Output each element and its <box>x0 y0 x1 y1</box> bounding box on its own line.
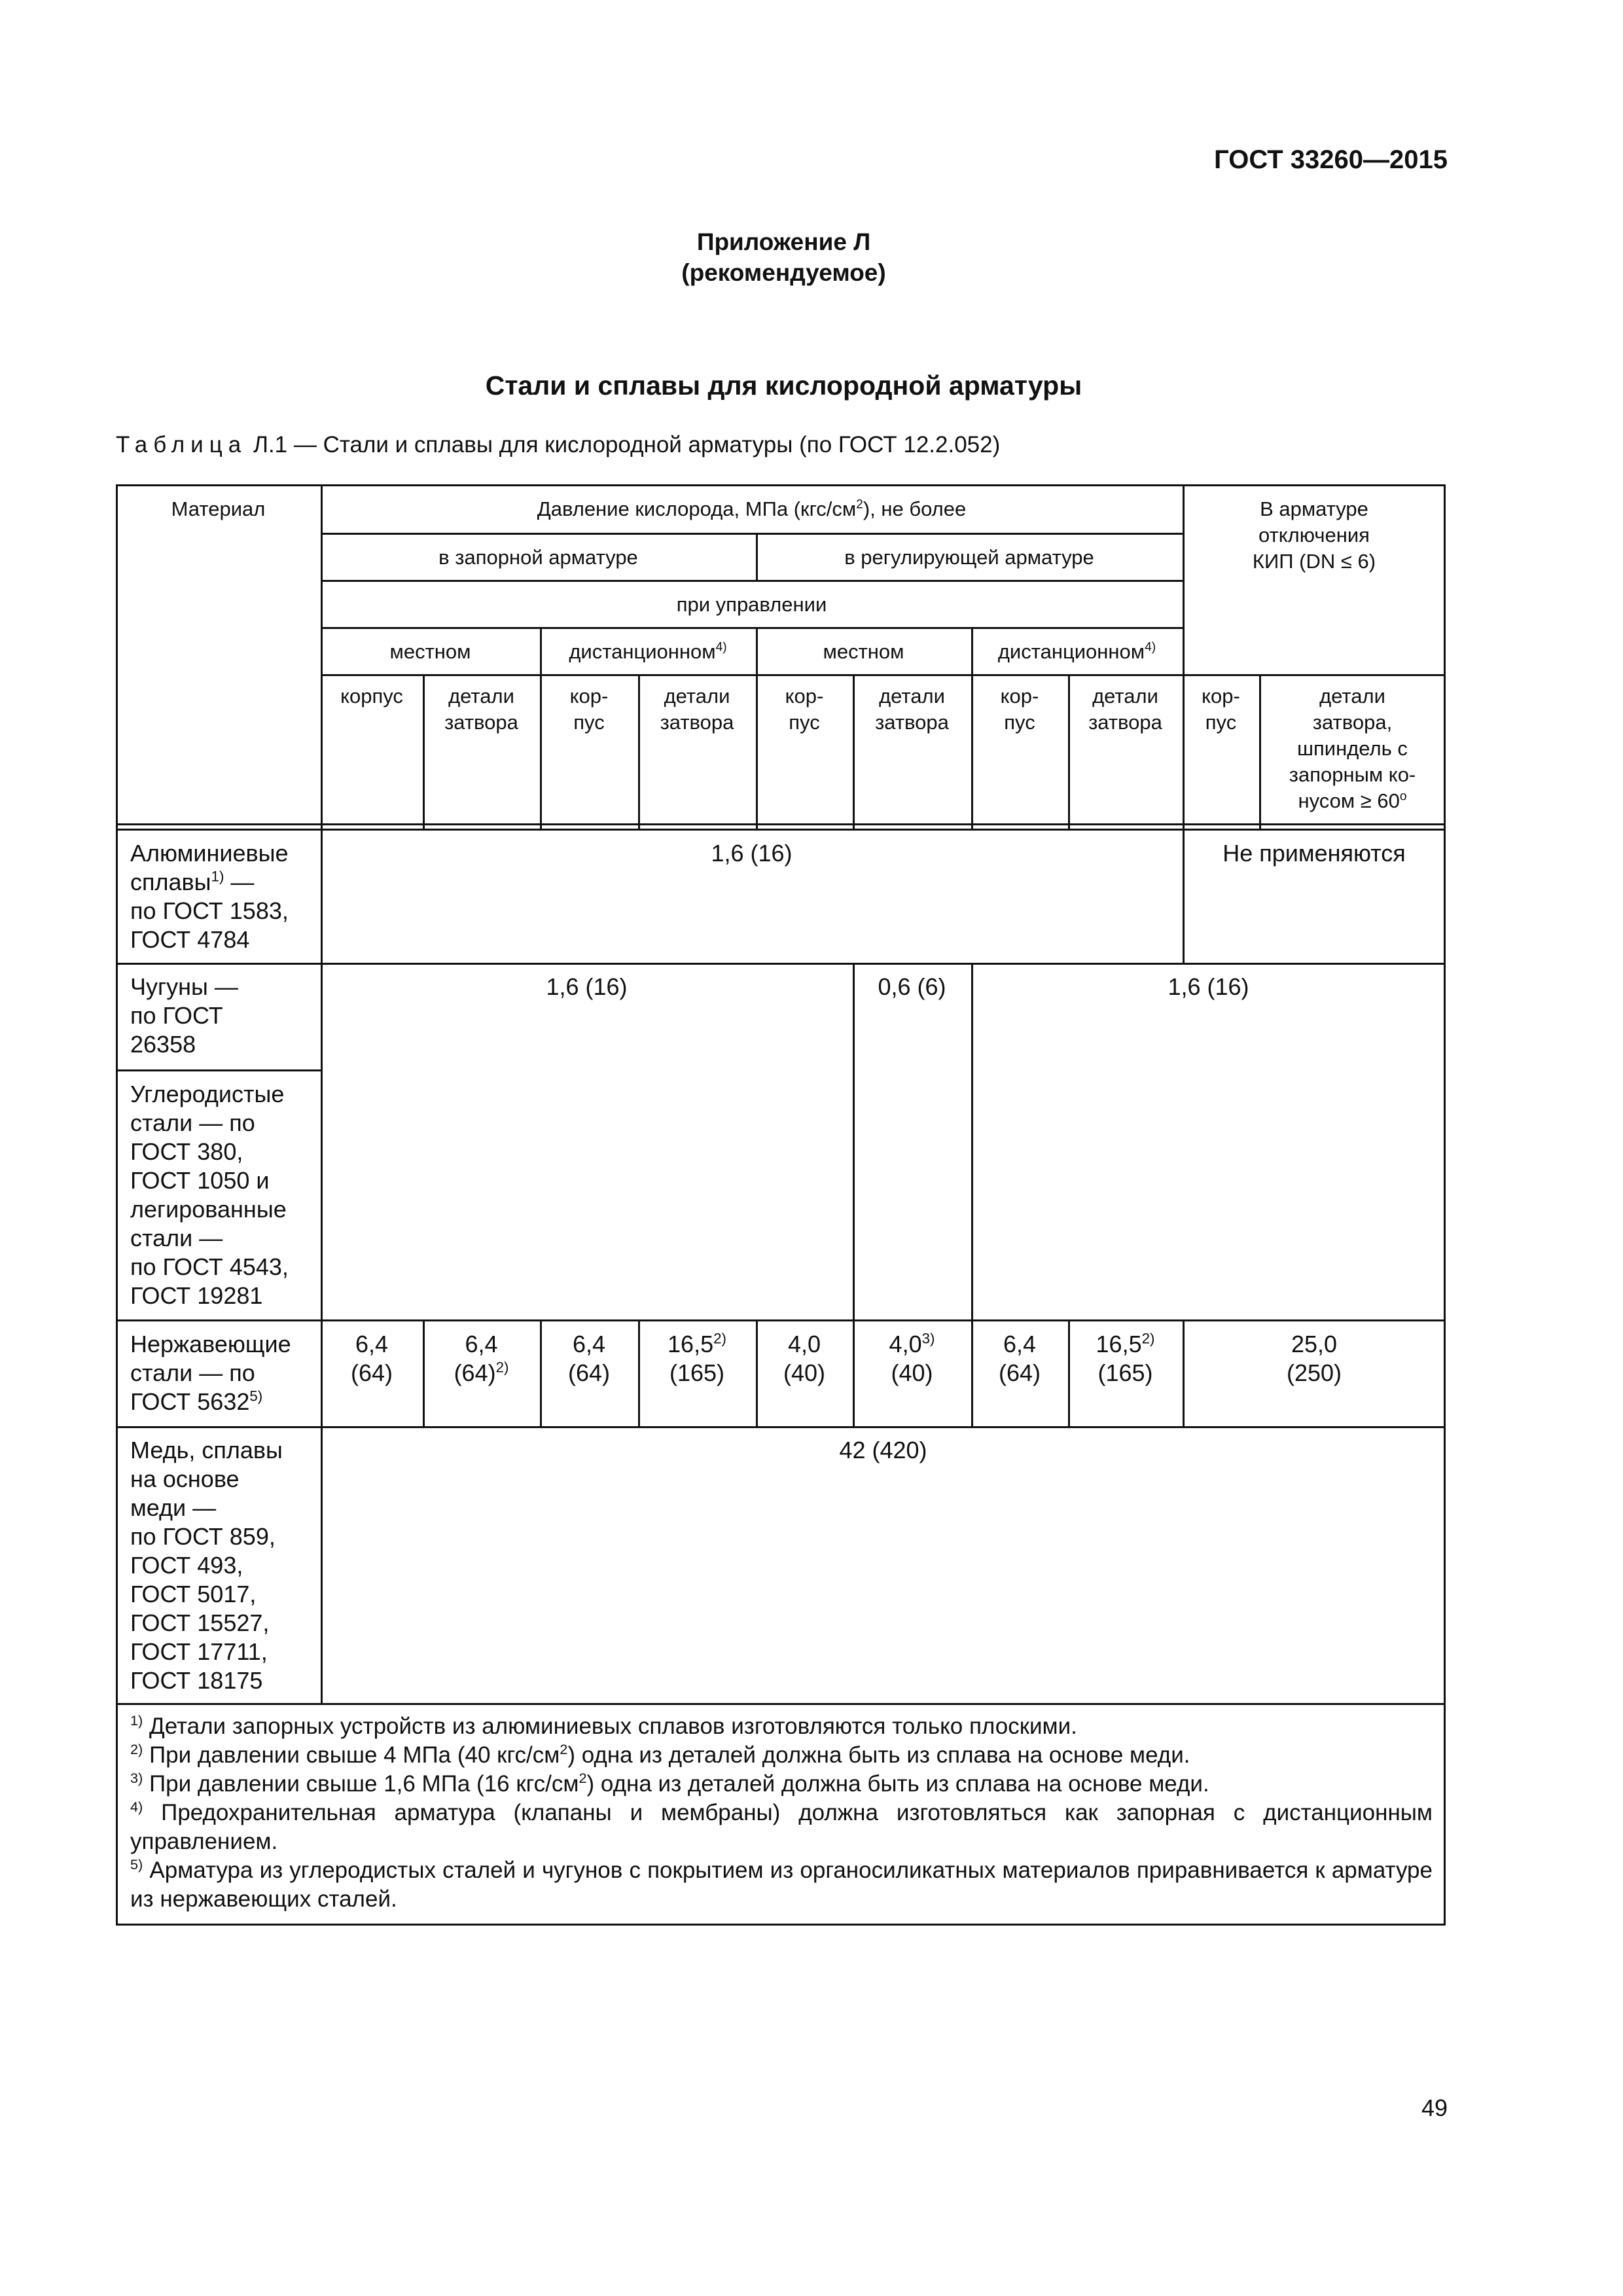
header-kip-gate-parts <box>1259 683 1446 814</box>
footnote-sup: 2 <box>579 1769 587 1786</box>
header-kip-parts-text: нусом ≥ 60 <box>1298 789 1400 812</box>
value-line: 4,0 <box>787 1331 821 1357</box>
table-border-bottom <box>116 1924 1446 1926</box>
material-text: сплавы <box>130 869 211 895</box>
value-line: (40) <box>891 1359 933 1386</box>
grid-line <box>321 533 1183 535</box>
value-text: (64) <box>454 1359 496 1386</box>
material-line: стали — по <box>130 1359 255 1386</box>
header-kip-parts-line: затвора, <box>1312 711 1393 734</box>
header-body-line: пус <box>573 711 605 734</box>
footnote-text: ) одна из деталей должна быть из сплава на основе меди. <box>567 1742 1190 1768</box>
material-line: по ГОСТ 1583, <box>130 897 289 924</box>
material-line: Углеродистые <box>130 1081 285 1107</box>
material-line: Медь, сплавы <box>130 1437 283 1463</box>
value-line: (40) <box>783 1359 826 1386</box>
value-line: (165) <box>669 1359 725 1386</box>
appendix-title: Приложение Л <box>696 228 871 255</box>
material-line: ГОСТ 5017, <box>130 1581 257 1607</box>
header-local: местном <box>389 640 471 663</box>
value-line: 6,4 <box>1003 1331 1037 1357</box>
material-line: меди — <box>130 1494 217 1521</box>
header-body-line: кор- <box>785 685 824 708</box>
material-line: стали — <box>130 1225 223 1251</box>
header-parts-line: детали <box>664 685 730 708</box>
header-kip-parts-line: запорным ко- <box>1289 763 1416 786</box>
material-line: по ГОСТ 4543, <box>130 1253 289 1280</box>
grid-line <box>116 963 1446 965</box>
table-caption-label: Таблица <box>116 432 247 457</box>
header-remote <box>540 639 756 665</box>
material-line: ГОСТ 1050 и <box>130 1167 270 1194</box>
header-body <box>1183 683 1259 736</box>
material-line <box>130 868 321 897</box>
header-parts-line: детали <box>1092 685 1158 708</box>
material-line: ГОСТ 17711, <box>130 1638 268 1665</box>
header-pressure-text: Давление кислорода, МПа (кгс/см <box>537 497 857 520</box>
value-line: (165) <box>1097 1359 1153 1386</box>
header-pressure-sup: 2 <box>856 497 863 512</box>
value-text: 16,5 <box>668 1331 714 1357</box>
footnote-text: Арматура из углеродистых сталей и чугунов с покрытием из органосиликатных материалов приравнивается к арматуре из нержавеющих сталей. <box>130 1857 1433 1912</box>
header-remote <box>971 639 1183 665</box>
footnote-sup: 2 <box>560 1740 568 1757</box>
row-material-cast-iron <box>116 973 321 1059</box>
row-material-stainless <box>116 1330 321 1416</box>
value-line <box>853 1330 971 1359</box>
material-text: ГОСТ 5632 <box>130 1388 250 1415</box>
header-body <box>971 683 1068 736</box>
table-footnotes <box>130 1712 1433 1914</box>
grid-line <box>116 829 1446 831</box>
header-remote-text: дистанционном <box>997 640 1145 663</box>
appendix-status: (рекомендуемое) <box>681 259 886 286</box>
cell-stainless-value <box>638 1330 756 1388</box>
footnote-mark: 1) <box>130 1712 143 1729</box>
material-line: ГОСТ 19281 <box>130 1282 263 1309</box>
value-line <box>638 1330 756 1359</box>
grid-line <box>116 1319 1446 1321</box>
header-kip-line: отключения <box>1258 524 1370 547</box>
row-material-carbon-steel <box>116 1080 321 1310</box>
header-kip-parts-line: шпиндель с <box>1297 737 1408 760</box>
header-kip-line: КИП (DN ≤ 6) <box>1252 550 1376 573</box>
cell-stainless-value <box>1068 1330 1183 1388</box>
value-line: (250) <box>1286 1359 1342 1386</box>
grid-line <box>116 1426 1446 1428</box>
footnote-mark: 4) <box>130 1798 143 1815</box>
header-kip-parts-line <box>1259 788 1446 814</box>
cell-iron-carbon-pressure-b: 0,6 (6) <box>878 973 946 1000</box>
material-line: ГОСТ 493, <box>130 1552 243 1579</box>
grid-line <box>853 963 855 1319</box>
cell-stainless-value <box>423 1330 540 1388</box>
grid-line <box>321 484 323 1703</box>
row-material-copper <box>116 1436 321 1695</box>
header-body-line: кор- <box>1000 685 1039 708</box>
header-body: корпус <box>340 685 403 708</box>
footnote-ref: 2) <box>1141 1330 1155 1347</box>
cell-aluminum-kip: Не применяются <box>1222 840 1406 867</box>
value-line: 6,4 <box>572 1331 606 1357</box>
header-remote-sup: 4) <box>715 640 727 655</box>
table-caption-text: Л.1 — Стали и сплавы для кислородной арматуры (по ГОСТ 12.2.052) <box>253 432 1001 457</box>
footnote-mark: 3) <box>130 1769 143 1786</box>
value-line: 6,4 <box>355 1331 389 1357</box>
material-line: Чугуны — <box>130 973 238 1000</box>
header-body-line: пус <box>1004 711 1035 734</box>
header-parts-line: детали <box>879 685 945 708</box>
header-shutoff-valves: в запорной арматуре <box>438 546 638 569</box>
material-line: стали — по <box>130 1109 255 1136</box>
material-line: ГОСТ 15527, <box>130 1609 270 1636</box>
header-parts-line: затвора <box>444 711 518 734</box>
grid-line <box>116 823 1446 825</box>
footnote-text: Предохранительная арматура (клапаны и мембраны) должна изготовляться как запорная с дистанционным управлением. <box>130 1800 1433 1854</box>
value-line: (64) <box>350 1359 393 1386</box>
material-text: — <box>224 869 255 895</box>
header-oxygen-pressure <box>321 496 1183 522</box>
footnote <box>130 1770 1433 1799</box>
material-line: легированные <box>130 1196 287 1223</box>
header-pressure-tail: ), не более <box>863 497 967 520</box>
footnote-mark: 2) <box>130 1740 143 1757</box>
cell-copper-pressure: 42 (420) <box>839 1437 927 1463</box>
header-body-line: кор- <box>569 685 609 708</box>
section-title: Стали и сплавы для кислородной арматуры <box>485 370 1082 401</box>
material-line: Алюминиевые <box>130 840 289 867</box>
footnote <box>130 1799 1433 1856</box>
value-line <box>423 1359 540 1388</box>
header-body-line: кор- <box>1202 685 1240 708</box>
header-gate-parts <box>638 683 756 736</box>
cell-stainless-value <box>756 1330 853 1388</box>
cell-stainless-value <box>540 1330 638 1388</box>
header-kip-parts-line: детали <box>1319 685 1385 708</box>
grid-line <box>116 1703 1446 1705</box>
footnote-mark: 5) <box>130 1856 143 1873</box>
oxygen-valve-materials-table <box>116 484 1446 1926</box>
page-number: 49 <box>1421 2094 1448 2121</box>
value-text: 4,0 <box>889 1331 922 1357</box>
material-line: ГОСТ 4784 <box>130 926 250 953</box>
grid-line <box>116 1069 321 1071</box>
cell-stainless-value <box>853 1330 971 1388</box>
header-material: Материал <box>171 497 266 520</box>
header-local: местном <box>823 640 904 663</box>
material-line: по ГОСТ 859, <box>130 1523 276 1550</box>
footnote-text: ) одна из деталей должна быть из сплава на основе меди. <box>586 1771 1209 1797</box>
header-kip-shutoff <box>1183 496 1446 575</box>
appendix-heading <box>0 226 1567 288</box>
header-body-line: пус <box>1205 711 1237 734</box>
header-gate-parts <box>853 683 971 736</box>
footnote-ref: 3) <box>921 1330 935 1347</box>
cell-iron-carbon-pressure-a: 1,6 (16) <box>546 973 628 1000</box>
footnote-ref: 5) <box>249 1388 263 1405</box>
footnote <box>130 1712 1433 1741</box>
header-body <box>756 683 853 736</box>
cell-aluminum-pressure: 1,6 (16) <box>711 840 793 867</box>
material-line: ГОСТ 18175 <box>130 1667 263 1694</box>
header-remote-text: дистанционном <box>569 640 716 663</box>
footnote-ref: 2) <box>495 1359 509 1376</box>
header-parts-line: затвора <box>660 711 734 734</box>
grid-line <box>971 963 973 1319</box>
cell-stainless-value <box>321 1330 423 1388</box>
grid-line <box>321 580 1183 582</box>
row-material-aluminum <box>116 839 321 954</box>
standard-code: ГОСТ 33260—2015 <box>1214 145 1448 174</box>
grid-line <box>321 627 1183 629</box>
footnote-text: При давлении свыше 1,6 МПа (16 кгс/см <box>143 1771 579 1797</box>
value-line <box>1068 1330 1183 1359</box>
footnote-text: Детали запорных устройств из алюминиевых сплавов изготовляются только плоскими. <box>143 1713 1077 1739</box>
value-text: 16,5 <box>1096 1331 1142 1357</box>
header-kip-line: В арматуре <box>1260 497 1368 520</box>
table-border-top <box>116 484 1446 486</box>
value-line: (64) <box>567 1359 611 1386</box>
material-line: ГОСТ 380, <box>130 1138 243 1165</box>
header-control: при управлении <box>676 593 827 616</box>
header-body <box>540 683 638 736</box>
value-line: 25,0 <box>1291 1331 1338 1357</box>
grid-line <box>321 674 1446 676</box>
material-line <box>130 1388 321 1416</box>
footnote-ref: 2) <box>713 1330 726 1347</box>
material-line: на основе <box>130 1465 240 1492</box>
header-parts-line: затвора <box>1088 711 1162 734</box>
material-line: по ГОСТ <box>130 1002 223 1029</box>
value-line: 6,4 <box>465 1331 498 1357</box>
header-regulating-valves: в регулирующей арматуре <box>844 546 1094 569</box>
header-remote-sup: 4) <box>1145 640 1156 655</box>
material-line: 26358 <box>130 1031 196 1058</box>
header-parts-line: детали <box>448 685 514 708</box>
footnote-text: При давлении свыше 4 МПа (40 кгс/см <box>143 1742 560 1768</box>
material-line: Нержавеющие <box>130 1331 291 1357</box>
cell-iron-carbon-pressure-c: 1,6 (16) <box>1168 973 1249 1000</box>
footnote <box>130 1741 1433 1770</box>
header-gate-parts <box>423 683 540 736</box>
cell-stainless-value <box>971 1330 1068 1388</box>
footnote <box>130 1856 1433 1914</box>
header-gate-parts <box>1068 683 1183 736</box>
header-parts-line: затвора <box>875 711 949 734</box>
header-kip-parts-sup: o <box>1399 789 1407 804</box>
cell-stainless-kip <box>1183 1330 1446 1388</box>
header-body-line: пус <box>789 711 820 734</box>
footnote-ref: 1) <box>211 868 224 885</box>
value-line: (64) <box>998 1359 1041 1386</box>
table-caption <box>116 432 1000 458</box>
